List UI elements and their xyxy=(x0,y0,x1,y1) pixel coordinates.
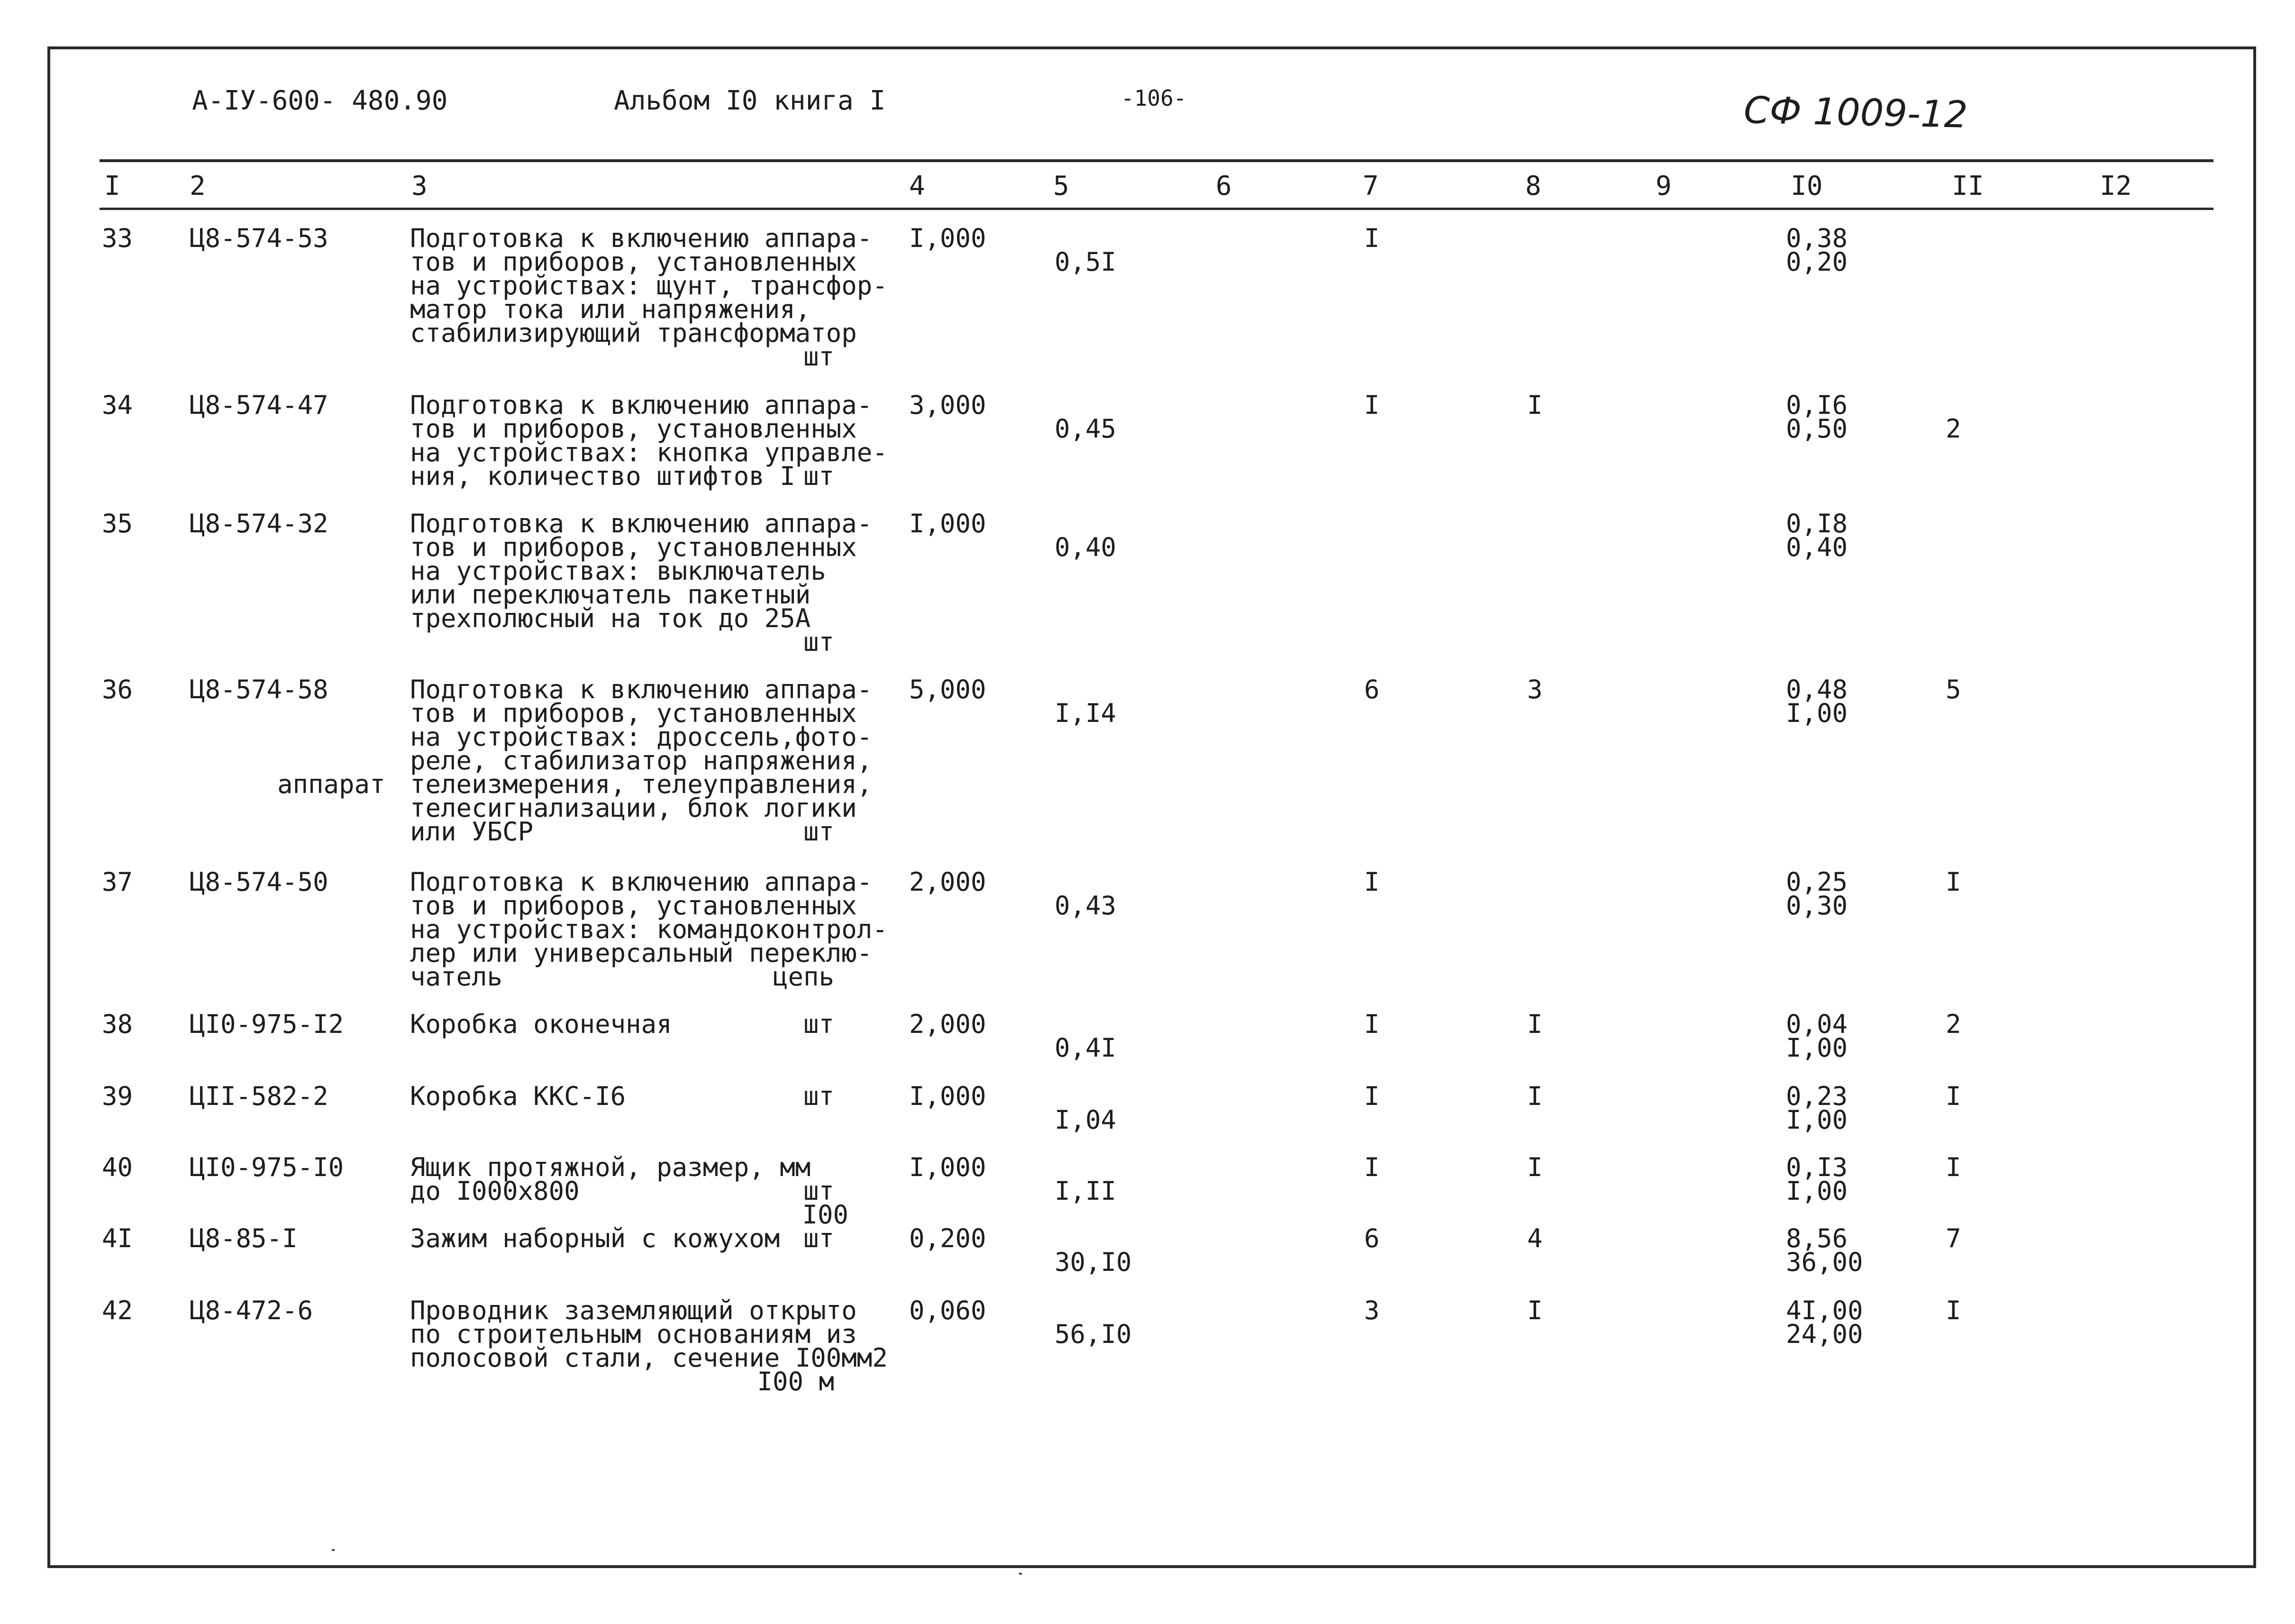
column-11-value: I xyxy=(1946,1152,1961,1182)
unit-of-measure: шт xyxy=(803,627,834,657)
description-line: на устройствах: щунт, трансфор- xyxy=(410,271,888,301)
rate-code: Ц8-574-47 xyxy=(190,390,328,420)
column-number-4: 4 xyxy=(909,171,925,201)
column-number-3: 3 xyxy=(411,171,428,201)
column-10-value-bottom: 0,50 xyxy=(1786,414,1848,444)
work-description xyxy=(410,675,873,847)
column-10-value-bottom: 0,40 xyxy=(1786,532,1848,562)
column-8-value: I xyxy=(1527,1296,1543,1325)
description-line: по строительным основаниям из xyxy=(410,1319,857,1349)
quantity: I,000 xyxy=(909,509,986,538)
description-line: матор тока или напряжения, xyxy=(410,294,811,324)
description-line: или переключатель пакетный xyxy=(410,580,811,610)
column-8-value: 4 xyxy=(1527,1223,1543,1253)
row-number: 36 xyxy=(102,675,133,704)
column-10-value-bottom: I,00 xyxy=(1786,1176,1848,1206)
column-10-value-top: 0,I8 xyxy=(1786,509,1848,538)
column-10-value-top: 0,I6 xyxy=(1786,390,1848,420)
column-number-10: I0 xyxy=(1791,171,1823,201)
column-7-value: I xyxy=(1364,1009,1380,1039)
work-description xyxy=(410,1009,865,1039)
row-number: 42 xyxy=(102,1296,133,1325)
description-line: тов и приборов, установленных xyxy=(410,414,857,444)
column-11-value: 5 xyxy=(1946,675,1961,704)
column-number-1: I xyxy=(104,171,120,201)
column-5-value: 0,40 xyxy=(1055,532,1117,562)
description-line: полосовой стали, сечение I00мм2 xyxy=(410,1343,888,1373)
row-number: 37 xyxy=(102,867,133,897)
unit-side-label: аппарат xyxy=(277,769,385,799)
column-number-2: 2 xyxy=(190,171,206,201)
description-line: Подготовка к включению аппара- xyxy=(410,223,873,253)
quantity: I,000 xyxy=(909,1152,986,1182)
work-description xyxy=(410,390,888,491)
unit-of-measure: цепь xyxy=(772,962,834,992)
column-11-value: 2 xyxy=(1946,414,1961,444)
header-bottom-rule xyxy=(100,208,2213,210)
row-number: 33 xyxy=(102,223,133,253)
description-line: на устройствах: выключатель xyxy=(410,556,826,586)
unit-multiplier: I00 xyxy=(802,1200,848,1230)
column-number-5: 5 xyxy=(1053,171,1069,201)
work-description xyxy=(410,1081,865,1111)
description-line: Подготовка к включению аппара- xyxy=(410,509,873,538)
column-5-value: 0,43 xyxy=(1055,891,1117,921)
column-5-value: I,04 xyxy=(1055,1105,1117,1135)
column-8-value: I xyxy=(1527,390,1543,420)
column-10-value-bottom: 36,00 xyxy=(1786,1247,1863,1277)
header-top-rule xyxy=(100,159,2213,162)
work-description xyxy=(410,509,873,633)
column-10-value-bottom: I,00 xyxy=(1786,698,1848,728)
rate-code: ЦI0-975-I2 xyxy=(190,1009,344,1039)
column-5-value: 0,45 xyxy=(1055,414,1117,444)
column-5-value: 30,I0 xyxy=(1055,1247,1132,1277)
quantity: 3,000 xyxy=(909,390,986,420)
column-5-value: I,II xyxy=(1055,1176,1117,1206)
album-label: Альбом I0 книга I xyxy=(614,85,886,116)
column-8-value: 3 xyxy=(1527,675,1543,704)
description-line: лер или универсальный переклю- xyxy=(410,938,873,968)
column-8-value: I xyxy=(1527,1152,1543,1182)
unit-of-measure: шт xyxy=(803,817,834,847)
quantity: 0,060 xyxy=(909,1296,986,1325)
rate-code: Ц8-574-32 xyxy=(190,509,328,538)
column-8-value: I xyxy=(1527,1009,1543,1039)
unit-of-measure: шт xyxy=(803,1176,834,1206)
description-line: на устройствах: кнопка управле- xyxy=(410,438,888,467)
description-line: тов и приборов, установленных xyxy=(410,532,857,562)
rate-code: Ц8-574-53 xyxy=(190,223,328,253)
row-number: 38 xyxy=(102,1009,133,1039)
column-10-value-top: 0,04 xyxy=(1786,1009,1848,1039)
rate-code: Ц8-574-50 xyxy=(190,867,328,897)
work-description xyxy=(410,1152,865,1206)
column-7-value: I xyxy=(1364,1081,1380,1111)
handwritten-sheet-code: СФ 1009-12 xyxy=(1743,89,1968,137)
column-7-value: 6 xyxy=(1364,675,1380,704)
description-line: телеизмерения, телеуправления, xyxy=(410,769,873,799)
column-5-value: 56,I0 xyxy=(1055,1319,1132,1349)
unit-of-measure: шт xyxy=(803,461,834,491)
column-number-8: 8 xyxy=(1525,171,1541,201)
description-line: телесигнализации, блок логики xyxy=(410,793,857,823)
row-number: 35 xyxy=(102,509,133,538)
description-line: Коробка оконечная xyxy=(410,1009,672,1039)
rate-code: ЦII-582-2 xyxy=(190,1081,328,1111)
page-number: -106- xyxy=(1121,85,1187,111)
document-code: А-IУ-600- 480.90 xyxy=(192,85,448,116)
quantity: I,000 xyxy=(909,223,986,253)
description-line: на устройствах: дроссель,фото- xyxy=(410,722,873,752)
unit-of-measure: I00 м xyxy=(757,1367,834,1396)
description-line: реле, стабилизатор напряжения, xyxy=(410,746,873,776)
description-line: тов и приборов, установленных xyxy=(410,891,857,921)
column-10-value-top: 0,38 xyxy=(1786,223,1848,253)
rate-code: Ц8-574-58 xyxy=(190,675,328,704)
description-line: или УБСР xyxy=(410,817,534,847)
column-number-12: I2 xyxy=(2100,171,2132,201)
description-line: на устройствах: командоконтрол- xyxy=(410,914,888,944)
column-number-7: 7 xyxy=(1363,171,1379,201)
column-5-value: 0,5I xyxy=(1055,247,1117,277)
work-description xyxy=(410,1223,865,1253)
description-line: трехполюсный на ток до 25А xyxy=(410,603,811,633)
column-10-value-top: 4I,00 xyxy=(1786,1296,1863,1325)
row-number: 34 xyxy=(102,390,133,420)
description-line: Ящик протяжной, размер, мм xyxy=(410,1152,811,1182)
description-line: стабилизирующий трансформатор xyxy=(410,318,857,348)
unit-of-measure: шт xyxy=(803,1223,834,1253)
column-5-value: I,I4 xyxy=(1055,698,1117,728)
column-5-value: 0,4I xyxy=(1055,1033,1117,1063)
description-line: ния, количество штифтов I xyxy=(410,461,795,491)
column-10-value-top: 0,23 xyxy=(1786,1081,1848,1111)
column-11-value: I xyxy=(1946,867,1961,897)
column-7-value: 6 xyxy=(1364,1223,1380,1253)
column-8-value: I xyxy=(1527,1081,1543,1111)
column-7-value: I xyxy=(1364,1152,1380,1182)
column-7-value: I xyxy=(1364,223,1380,253)
description-line: тов и приборов, установленных xyxy=(410,247,857,277)
description-line: Коробка ККС-I6 xyxy=(410,1081,626,1111)
rate-code: Ц8-472-6 xyxy=(190,1296,313,1325)
column-10-value-top: 0,I3 xyxy=(1786,1152,1848,1182)
quantity: 5,000 xyxy=(909,675,986,704)
column-7-value: I xyxy=(1364,867,1380,897)
description-line: Зажим наборный с кожухом xyxy=(410,1223,780,1253)
column-number-9: 9 xyxy=(1656,171,1672,201)
column-10-value-bottom: 0,30 xyxy=(1786,891,1848,921)
column-10-value-bottom: 24,00 xyxy=(1786,1319,1863,1349)
column-11-value: I xyxy=(1946,1296,1961,1325)
scan-speck xyxy=(1019,1573,1022,1575)
description-line: тов и приборов, установленных xyxy=(410,698,857,728)
column-11-value: 7 xyxy=(1946,1223,1961,1253)
column-10-value-bottom: I,00 xyxy=(1786,1105,1848,1135)
column-10-value-top: 8,56 xyxy=(1786,1223,1848,1253)
column-10-value-bottom: I,00 xyxy=(1786,1033,1848,1063)
quantity: 2,000 xyxy=(909,1009,986,1039)
column-10-value-top: 0,48 xyxy=(1786,675,1848,704)
work-description xyxy=(410,223,888,348)
column-10-value-bottom: 0,20 xyxy=(1786,247,1848,277)
description-line: Подготовка к включению аппара- xyxy=(410,390,873,420)
column-number-6: 6 xyxy=(1216,171,1232,201)
description-line: Подготовка к включению аппара- xyxy=(410,867,873,897)
row-number: 39 xyxy=(102,1081,133,1111)
scan-speck xyxy=(332,1549,335,1551)
column-11-value: I xyxy=(1946,1081,1961,1111)
column-10-value-top: 0,25 xyxy=(1786,867,1848,897)
page-frame xyxy=(47,46,2256,1568)
unit-of-measure: шт xyxy=(803,342,834,372)
rate-code: ЦI0-975-I0 xyxy=(190,1152,344,1182)
rate-code: Ц8-85-I xyxy=(190,1223,298,1253)
description-line: Подготовка к включению аппара- xyxy=(410,675,873,704)
column-11-value: 2 xyxy=(1946,1009,1961,1039)
quantity: I,000 xyxy=(909,1081,986,1111)
unit-of-measure: шт xyxy=(803,1081,834,1111)
row-number: 4I xyxy=(102,1223,133,1253)
column-7-value: 3 xyxy=(1364,1296,1380,1325)
row-number: 40 xyxy=(102,1152,133,1182)
description-line: чатель xyxy=(410,962,503,992)
description-line: Проводник заземляющий открыто xyxy=(410,1296,857,1325)
unit-of-measure: шт xyxy=(803,1009,834,1039)
work-description xyxy=(410,1296,888,1373)
quantity: 2,000 xyxy=(909,867,986,897)
description-line: до I000х800 xyxy=(410,1176,580,1206)
quantity: 0,200 xyxy=(909,1223,986,1253)
column-7-value: I xyxy=(1364,390,1380,420)
column-number-11: II xyxy=(1952,171,1984,201)
